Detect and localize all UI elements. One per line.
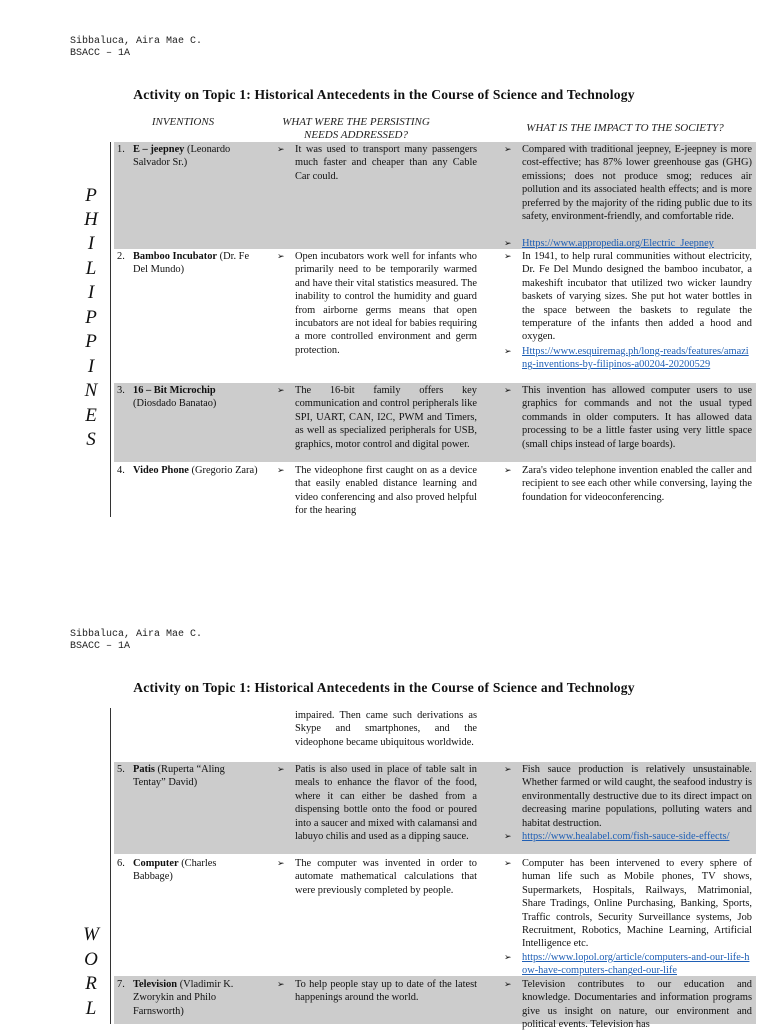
need-cell: The computer was invented in order to automate mathematical calculations that were previously completed by people. (295, 858, 477, 896)
reference-link[interactable]: https://www.healabel.com/fish-sauce-side-effects/ (522, 831, 730, 842)
bullet-arrow-icon: ➢ (504, 385, 512, 395)
bullet-arrow-icon: ➢ (504, 764, 512, 774)
invention-cell: 16 – Bit Microchip (Diosdado Banatao) (133, 385, 217, 410)
bullet-arrow-icon: ➢ (277, 465, 285, 475)
bullet-arrow-icon: ➢ (277, 858, 285, 868)
need-cell: Patis is also used in place of table salt in meals to enhance the flavor of the food, where it can either be dashed from a dispensing bottle onto the food or poured into a saucer and mixed with calamansi and labuyo chilis and used as a dipping sauce. (295, 764, 477, 843)
impact-cell: Computer has been intervened to every sphere of human life such as Mobile phones, TV shows, Supermarkets, Hospitals, Railways, Matrimonial, Share Tradings, Online Purchasing, Banking, Sports, Traffic controls, Security Surveillance systems, Job Recruitment, Robotics, Machine Learning, Artificial Intelligence etc. (522, 858, 752, 950)
author-name: Sibbaluca, Aira Mae C. (70, 36, 203, 47)
bullet-arrow-icon: ➢ (277, 385, 285, 395)
reference-link[interactable]: https://www.lopol.org/article/computers-and-our-life-how-have-computers-changed-our-life (522, 952, 750, 977)
reference-link[interactable]: Https://www.esquiremag.ph/long-reads/features/amazing-inventions-by-filipinos-a00204-20200529 (522, 346, 749, 371)
bullet-arrow-icon: ➢ (504, 979, 512, 989)
bullet-arrow-icon: ➢ (504, 858, 512, 868)
page-title: Activity on Topic 1: Historical Antecedents in the Course of Science and Technology (133, 87, 635, 102)
invention-cell: Computer (Charles Babbage) (133, 858, 217, 883)
section-label: BSACC – 1A (70, 48, 131, 59)
reference-link[interactable]: Https://www.appropedia.org/Electric_Jeepney (522, 238, 714, 249)
need-cell-continuation: impaired. Then came such derivations as Skype and smartphones, and the videophone became ubiquitous worldwide. (295, 710, 477, 748)
section-label: BSACC – 1A (70, 641, 131, 652)
header-needs: WHAT WERE THE PERSISTING NEEDS ADDRESSED? (282, 116, 430, 141)
bullet-arrow-icon: ➢ (504, 952, 512, 962)
invention-cell: Video Phone (Gregorio Zara) (133, 465, 258, 476)
header-impact: WHAT IS THE IMPACT TO THE SOCIETY? (526, 122, 724, 134)
impact-cell: This invention has allowed computer users to use graphics for commands and not the usual typed commands in older computers. It has allowed data processing to be a little faster using very little space (small chips instead of large boards). (522, 385, 752, 450)
need-cell: The 16-bit family offers key communication and control peripherals like SPI, UART, CAN, I2C, PWM and Timers, as well as specialized peripherals for USB, graphics, motor control and digital power. (295, 385, 477, 450)
bullet-arrow-icon: ➢ (504, 465, 512, 475)
invention-cell: E – jeepney (Leonardo Salvador Sr.) (133, 144, 231, 169)
bullet-arrow-icon: ➢ (504, 144, 512, 154)
need-cell: The videophone first caught on as a device that easily enabled distance learning and video conferencing and also proved helpful for the hearing (295, 465, 477, 517)
invention-cell: Television (Vladimir K. Zworykin and Philo Farnsworth) (133, 979, 234, 1017)
bullet-arrow-icon: ➢ (504, 346, 512, 356)
bullet-arrow-icon: ➢ (504, 831, 512, 841)
bullet-arrow-icon: ➢ (504, 251, 512, 261)
impact-cell: Fish sauce production is relatively unsustainable. Whether farmed or wild caught, the seafood industry is environmentally destructive due to its direct impact on decreasing marine populations, polluting waters and habitat destruction. (522, 764, 752, 829)
bullet-arrow-icon: ➢ (504, 238, 512, 248)
page-title: Activity on Topic 1: Historical Antecedents in the Course of Science and Technology (133, 680, 635, 695)
table-left-border (110, 142, 111, 517)
impact-cell: Compared with traditional jeepney, E-jeepney is more cost-effective; has 87% lower greenhouse gas (GHG) emissions; does not produce smog; reduces air pollution and its associated health effects; and is more preferred by the majority of the riding public due to its safety, environment-friendly, and comfortable ride. (522, 144, 752, 223)
invention-cell: Bamboo Incubator (Dr. Fe Del Mundo) (133, 251, 250, 276)
bullet-arrow-icon: ➢ (277, 251, 285, 261)
invention-cell: Patis (Ruperta “Aling Tentay” David) (133, 764, 225, 789)
need-cell: To help people stay up to date of the latest happenings around the world. (295, 979, 477, 1004)
bullet-arrow-icon: ➢ (277, 764, 285, 774)
need-cell: Open incubators work well for infants who primarily need to be temporarily warmed and have their vital statistics measured. The inability to control the humidity and guard from airborne germs means that open incubators are not ideal for babies requiring a more controlled environment and germ protection. (295, 251, 477, 356)
author-name: Sibbaluca, Aira Mae C. (70, 629, 203, 640)
impact-cell: In 1941, to help rural communities without electricity, Dr. Fe Del Mundo designed the bamboo incubator, a makeshift incubator that utilized two wicker laundry baskets of varying sizes. She put hot water bottles in the space between the baskets to regulate the temperature of the infants then added a hood and oxygen. (522, 251, 752, 343)
table-left-border (110, 708, 111, 1024)
need-cell: It was used to transport many passengers much faster and cheaper than any Cable Car could. (295, 144, 477, 182)
impact-cell: Television contributes to our education and knowledge. Documentaries and information programs give us insight on nature, our environment and political events. Television has (522, 979, 752, 1031)
impact-cell: Zara's video telephone invention enabled the caller and recipient to see each other while conversing, laying the foundation for videoconferencing. (522, 465, 752, 503)
header-inventions: INVENTIONS (151, 116, 215, 128)
bullet-arrow-icon: ➢ (277, 979, 285, 989)
bullet-arrow-icon: ➢ (277, 144, 285, 154)
